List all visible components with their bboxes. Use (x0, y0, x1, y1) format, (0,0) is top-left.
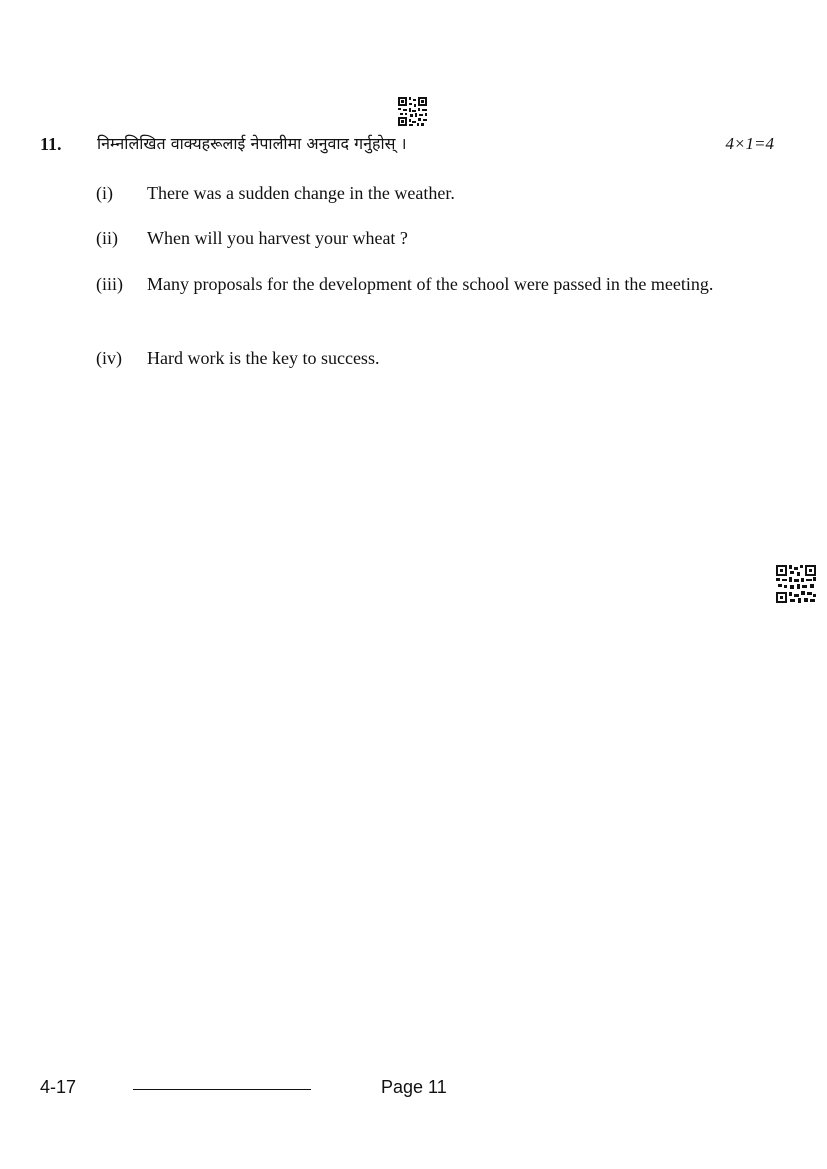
list-item (96, 179, 746, 208)
item-text: Hard work is the key to success. (147, 348, 380, 368)
item-text: When will you harvest your wheat ? (147, 228, 408, 248)
page-number: Page 11 (381, 1077, 447, 1097)
list-item (96, 344, 746, 373)
qr-code-icon (398, 97, 427, 126)
item-label: (iii) (96, 274, 123, 294)
item-label: (ii) (96, 228, 118, 248)
question-instruction: निम्नलिखित वाक्यहरूलाई नेपालीमा अनुवाद गर्नुहोस् । (97, 134, 407, 153)
item-label: (i) (96, 183, 113, 203)
item-label: (iv) (96, 348, 122, 368)
footer-divider (133, 1089, 311, 1090)
list-item (96, 224, 746, 253)
paper-code: 4-17 (40, 1077, 77, 1097)
qr-code-icon (776, 565, 816, 603)
question-header (40, 132, 780, 158)
item-text: Many proposals for the development of the school were passed in the meeting. (147, 274, 714, 294)
question-marks: 4×1=4 (725, 134, 774, 153)
question-number: 11. (40, 134, 62, 154)
item-text: There was a sudden change in the weather. (147, 183, 455, 203)
list-item (96, 270, 746, 299)
